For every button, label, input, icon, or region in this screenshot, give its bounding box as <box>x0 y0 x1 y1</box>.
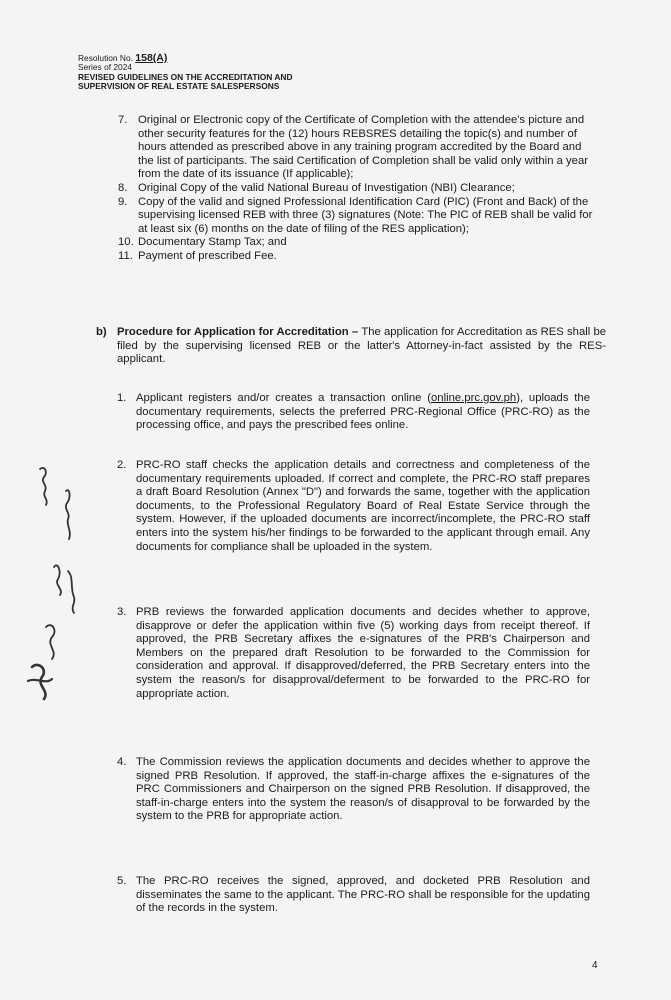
item-text: Original Copy of the valid National Bureau of Investigation (NBI) Clearance; <box>138 181 515 194</box>
item-number: 9. <box>118 195 128 208</box>
procedure-step <box>117 392 590 433</box>
step-text: The Commission reviews the application documents and decides whether to approve the signed PRB Resolution. If approved, the staff-in-charge affixes the e-signatures of the PRC Commissioners and Chairperson on the signed PRB Resolution. If disapproved, the staff-in-charge enters into the system the reason/s of disapproval to be forwarded by the system to the PRB for appropriate action. <box>136 756 590 823</box>
step-text: PRB reviews the forwarded application documents and decides whether to approve, disapprove or defer the application within five (5) working days from receipt thereof. If approved, the PRB Secretary affixes the e-signatures of the PRB's Chairperson and Members on the prepared draft Resolution to be forwarded to the Commission for consideration and approval. If disapproved/deferred, the PRB Secretary enters into the system the reason/s for disapproval/deferment to be forwarded to the PRC-RO for appropriate action. <box>136 606 590 700</box>
section-label: b) <box>96 326 107 338</box>
item-number: 11. <box>118 249 133 262</box>
page-number: 4 <box>592 960 598 971</box>
step-text <box>117 392 590 433</box>
header-title-line-2: SUPERVISION OF REAL ESTATE SALESPERSONS <box>78 81 280 92</box>
item-text: Payment of prescribed Fee. <box>138 249 277 262</box>
prc-online-link[interactable]: online.prc.gov.ph <box>431 392 517 404</box>
requirement-item <box>118 236 598 250</box>
document-header <box>78 54 293 92</box>
step-number: 2. <box>117 459 127 471</box>
heading-dash: – <box>348 326 362 338</box>
section-b <box>96 326 606 367</box>
section-b-paragraph <box>96 326 606 367</box>
resolution-label: Resolution No. <box>78 53 133 63</box>
procedure-step <box>117 459 590 554</box>
step-text-end: ), uploads the documentary requirements, selects the preferred PRC-Regional Office (PRC-RO) as the processing office, and pays the prescribed fees online. <box>136 392 590 432</box>
item-text: Original or Electronic copy of the Certificate of Completion with the attendee's picture and other security features for the (12) hours REBSRES detailing the topic(s) and number of hours attended as prescribed above in any training program accredited by the Board and the list of participants. The said Certification of Completion shall be valid only within a year from the date of its issuance (If applicable); <box>138 114 589 181</box>
requirement-item <box>118 182 598 196</box>
requirement-item <box>118 250 598 264</box>
item-text: Documentary Stamp Tax; and <box>138 236 287 249</box>
step-number: 4. <box>117 756 127 768</box>
procedure-step <box>117 606 590 701</box>
resolution-number: 158(A) <box>135 52 168 64</box>
section-heading: Procedure for Application for Accreditation <box>117 326 349 338</box>
step-number: 5. <box>117 875 127 887</box>
step-text-start: Applicant registers and/or creates a transaction online ( <box>136 392 431 404</box>
step-number: 1. <box>117 392 127 404</box>
requirements-list <box>118 114 598 264</box>
item-number: 10. <box>118 236 134 249</box>
item-number: 8. <box>118 181 128 194</box>
header-title-line-1: REVISED GUIDELINES ON THE ACCREDITATION AND <box>78 71 293 82</box>
step-number: 3. <box>117 606 127 618</box>
section-b-text: The application for Accreditation as RES shall be filed by the supervising licensed REB or the latter's Attorney-in-fact assisted by the RES-applicant. <box>117 326 607 366</box>
handwritten-initials <box>18 455 88 705</box>
requirement-item <box>118 196 598 237</box>
procedure-step <box>117 875 590 916</box>
step-text: PRC-RO staff checks the application details and correctness and completeness of the documentary requirements uploaded. If correct and complete, the PRC-RO staff prepares a draft Board Resolution (Annex "D") and forwards the same, together with the application documents, to the Professional Regulatory Board of Real Estate Service through the system. However, if the uploaded documents are incorrect/incomplete, the PRC-RO staff enters into the system his/her findings to be forwarded to the applicant through email. Any documents for compliance shall be uploaded in the system. <box>136 459 590 553</box>
step-text: The PRC-RO receives the signed, approved, and docketed PRB Resolution and disseminates the same to the applicant. The PRC-RO shall be responsible for the updating of the records in the system. <box>136 875 590 915</box>
procedure-step <box>117 756 590 824</box>
series-line: Series of 2024 <box>78 62 133 73</box>
item-text: Copy of the valid and signed Professional Identification Card (PIC) (Front and Back) of the supervising licensed REB with three (3) signatures (Note: The PIC of REB shall be valid for at least six (6) months on the date of filing of the RES application); <box>138 195 593 235</box>
item-number: 7. <box>118 114 128 126</box>
requirement-item <box>118 114 598 182</box>
